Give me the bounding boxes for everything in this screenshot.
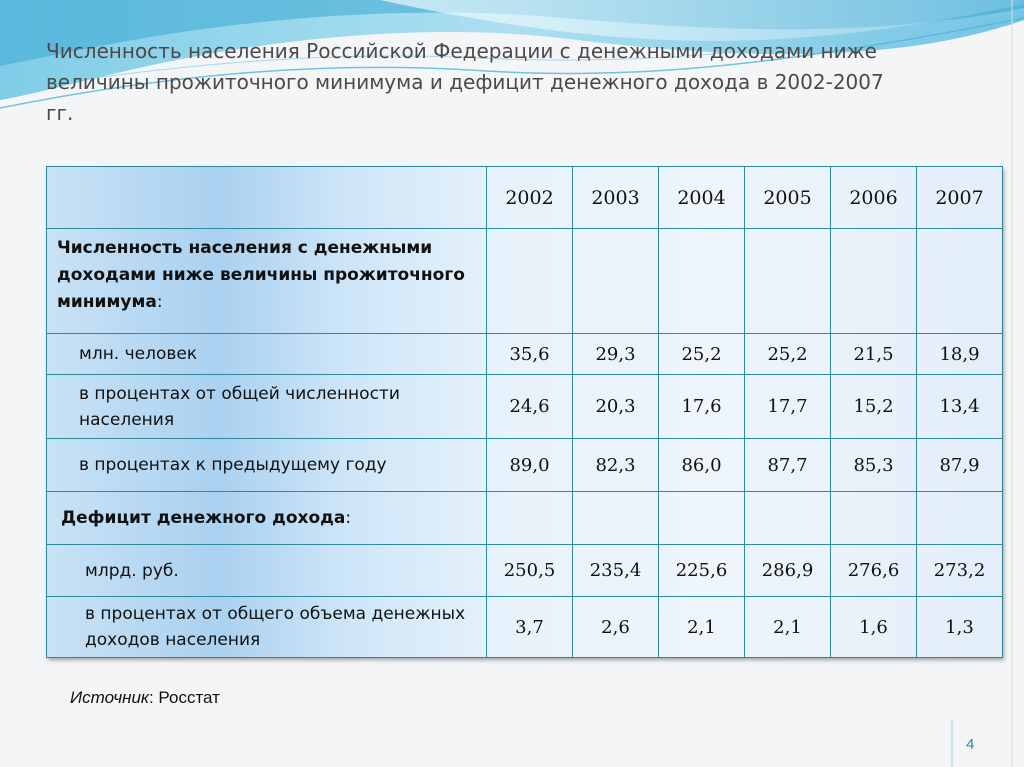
table-cell: 2,1: [745, 597, 831, 658]
table-cell: 25,2: [659, 334, 745, 375]
empty-cell: [573, 229, 659, 334]
year-header-2005: 2005: [745, 167, 831, 229]
empty-cell: [487, 492, 573, 545]
table-cell: 15,2: [831, 375, 917, 439]
table-cell: 21,5: [831, 334, 917, 375]
source-note: [70, 688, 220, 708]
empty-cell: [487, 229, 573, 334]
empty-cell: [831, 229, 917, 334]
row-label: в процентах к предыдущему году: [47, 439, 487, 492]
section-heading-row: [47, 492, 1003, 545]
empty-cell: [745, 492, 831, 545]
table-row: [47, 439, 1003, 492]
year-header-2007: 2007: [917, 167, 1003, 229]
table-cell: 86,0: [659, 439, 745, 492]
section2-heading: [47, 492, 487, 545]
empty-cell: [659, 229, 745, 334]
table-cell: 235,4: [573, 545, 659, 597]
table-cell: 2,6: [573, 597, 659, 658]
table-row: [47, 597, 1003, 658]
slide-title: Численность населения Российской Федерации с денежными доходами ниже величины прожиточного минимума и дефицит денежного дохода в 2002-2007 гг.: [46, 39, 884, 125]
table-cell: 13,4: [917, 375, 1003, 439]
table-cell: 3,7: [487, 597, 573, 658]
empty-cell: [831, 492, 917, 545]
data-table-container: [46, 166, 1002, 657]
section-heading-row: [47, 229, 1003, 334]
empty-cell: [917, 229, 1003, 334]
section1-heading-text: Численность населения с денежными доходами ниже величины прожиточного минимума: [57, 238, 465, 312]
empty-cell: [573, 492, 659, 545]
header-corner-cell: [47, 167, 487, 229]
section2-heading-colon: :: [345, 507, 352, 528]
source-value: : Росстат: [148, 688, 220, 707]
table-cell: 35,6: [487, 334, 573, 375]
table-cell: 24,6: [487, 375, 573, 439]
data-table: [46, 166, 1003, 658]
row-label: в процентах от общей численности населения: [47, 375, 487, 439]
section1-heading-colon: :: [156, 292, 163, 312]
empty-cell: [917, 492, 1003, 545]
table-cell: 25,2: [745, 334, 831, 375]
source-label: Источник: [70, 688, 149, 707]
table-row: [47, 545, 1003, 597]
year-header-2002: 2002: [487, 167, 573, 229]
table-cell: 17,6: [659, 375, 745, 439]
section2-heading-text: Дефицит денежного дохода: [61, 507, 346, 528]
table-cell: 273,2: [917, 545, 1003, 597]
table-cell: 18,9: [917, 334, 1003, 375]
empty-cell: [659, 492, 745, 545]
table-row: [47, 334, 1003, 375]
table-cell: 276,6: [831, 545, 917, 597]
table-cell: 82,3: [573, 439, 659, 492]
table-cell: 1,6: [831, 597, 917, 658]
section1-heading: [47, 229, 487, 334]
table-cell: 89,0: [487, 439, 573, 492]
header-row: [47, 167, 1003, 229]
table-cell: 2,1: [659, 597, 745, 658]
page-number: 4: [966, 736, 975, 753]
table-cell: 29,3: [573, 334, 659, 375]
table-cell: 85,3: [831, 439, 917, 492]
row-label: в процентах от общего объема денежных доходов населения: [47, 597, 487, 658]
row-label: млрд. руб.: [47, 545, 487, 597]
table-cell: 17,7: [745, 375, 831, 439]
table-cell: 20,3: [573, 375, 659, 439]
table-cell: 225,6: [659, 545, 745, 597]
year-header-2003: 2003: [573, 167, 659, 229]
empty-cell: [745, 229, 831, 334]
year-header-2006: 2006: [831, 167, 917, 229]
row-label: млн. человек: [47, 334, 487, 375]
table-cell: 286,9: [745, 545, 831, 597]
table-cell: 1,3: [917, 597, 1003, 658]
year-header-2004: 2004: [659, 167, 745, 229]
table-row: [47, 375, 1003, 439]
table-cell: 250,5: [487, 545, 573, 597]
table-cell: 87,9: [917, 439, 1003, 492]
table-cell: 87,7: [745, 439, 831, 492]
